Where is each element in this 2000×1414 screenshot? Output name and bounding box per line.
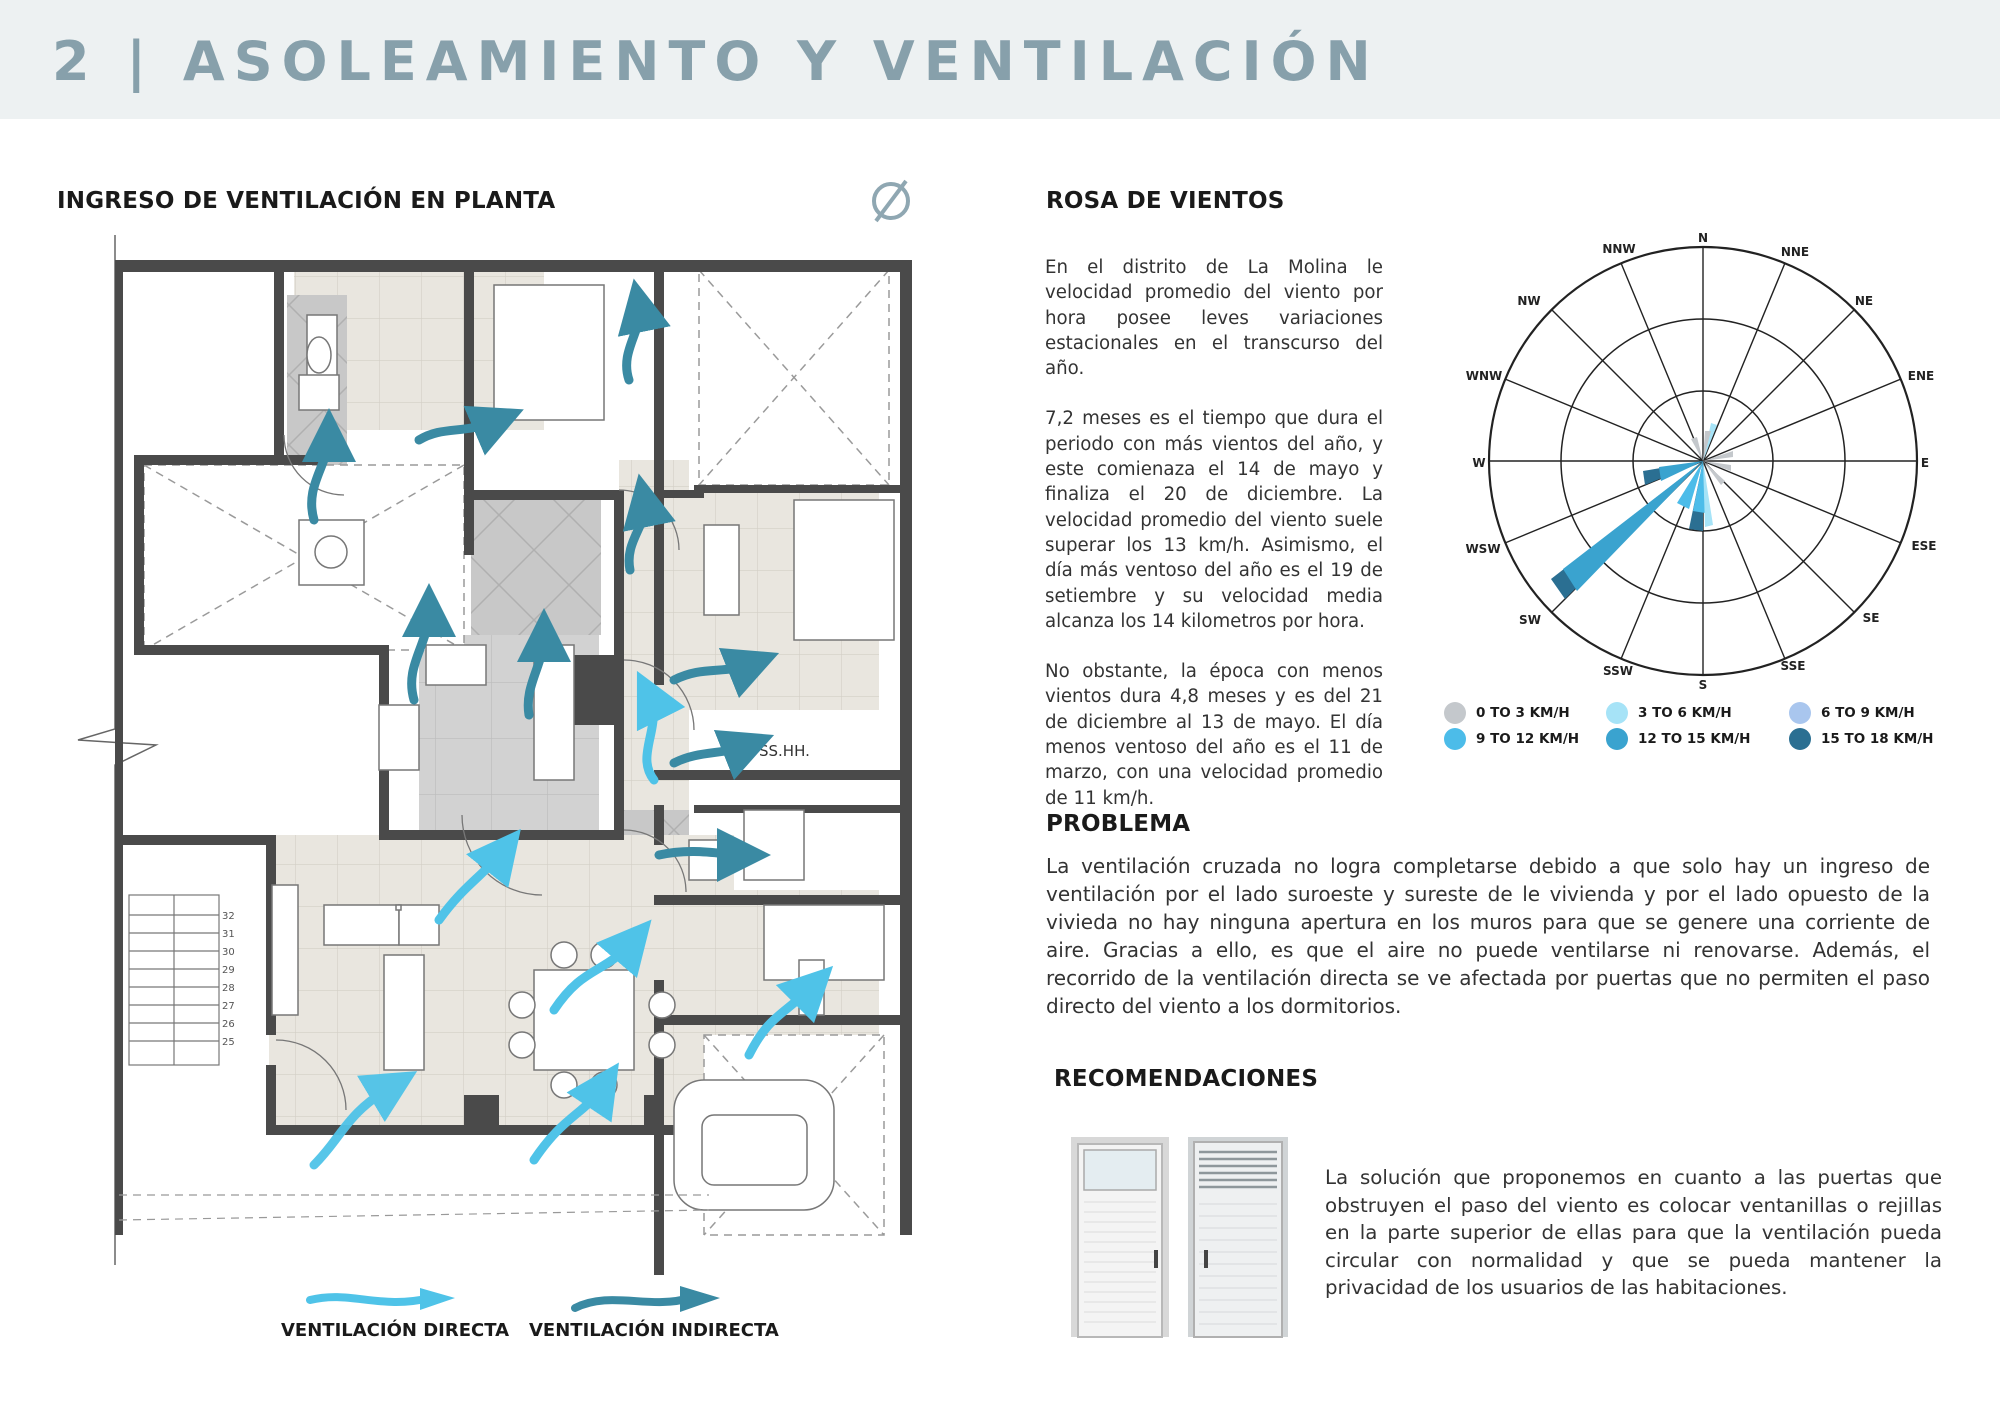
legend-label: 9 TO 12 KM/H (1476, 731, 1580, 747)
dir-n: N (1697, 231, 1709, 245)
ventilation-legend-arrows (270, 1280, 790, 1320)
room-label-sshh: SS.HH. (759, 742, 810, 760)
recomendaciones-title: RECOMENDACIONES (1054, 1066, 1319, 1092)
legend-label: 3 TO 6 KM/H (1638, 705, 1732, 721)
door-photos (1068, 1132, 1298, 1347)
stair-number: 28 (222, 983, 235, 994)
problema-title: PROBLEMA (1046, 811, 1191, 837)
legend-swatch (1444, 728, 1466, 750)
dir-s: S (1698, 678, 1708, 692)
dir-ene: ENE (1907, 369, 1935, 383)
legend-label: 0 TO 3 KM/H (1476, 705, 1570, 721)
floor-plan-drawing (44, 235, 924, 1275)
legend-label: 12 TO 15 KM/H (1638, 731, 1751, 747)
legend-label: 15 TO 18 KM/H (1821, 731, 1934, 747)
wind-paragraph: No obstante, la época con menos vientos dura 4,8 meses y es del 21 de diciembre al 13 de mayo. El día menos ventoso del año es el 11 de marzo, con una velocidad promedio de 11 km/h. (1045, 661, 1383, 809)
wind-speed-legend (1444, 702, 1964, 762)
wind-description (1045, 255, 1383, 836)
legend-swatch (1789, 728, 1811, 750)
dir-ne: NE (1854, 294, 1874, 308)
dir-nnw: NNW (1602, 242, 1636, 256)
stair-number: 27 (222, 1001, 235, 1012)
stair-number: 26 (222, 1019, 235, 1030)
legend-item (1444, 702, 1570, 724)
legend-direct-label: VENTILACIÓN DIRECTA (281, 1320, 510, 1341)
dir-nne: NNE (1780, 245, 1810, 259)
header-banner (0, 0, 2000, 119)
dir-ese: ESE (1911, 539, 1937, 553)
recomendaciones-text: La solución que proponemos en cuanto a las puertas que obstruyen el paso del viento es colocar ventanillas o rejillas en la parte superior de ellas para que la ventilación pueda circular con normalidad y que se pueda mantener la privacidad de los usuarios de las habitaciones. (1325, 1166, 1942, 1299)
doors-image (1068, 1132, 1298, 1342)
legend-swatch (1444, 702, 1466, 724)
stair-number: 32 (222, 911, 235, 922)
stair-number: 25 (222, 1037, 235, 1048)
stair-number: 29 (222, 965, 235, 976)
dir-sw: SW (1519, 613, 1541, 627)
wind-rose (1440, 226, 1960, 701)
stair-number: 30 (222, 947, 235, 958)
north-symbol-icon (866, 176, 916, 226)
wind-paragraph: 7,2 meses es el tiempo que dura el periodo con más vientos del año, y este comienaza el 14 de mayo y finaliza el 20 de diciembre. La velocidad promedio del viento suele superar los 13 km/h. Asimismo, el día más ventoso del año es el 19 de setiembre y su velocidad media alcanza los 14 kilometros por hora. (1045, 408, 1383, 632)
legend-label: 6 TO 9 KM/H (1821, 705, 1915, 721)
problema-text: La ventilación cruzada no logra completarse debido a que solo hay un ingreso de ventilación por el lado suroeste y sureste de le vivienda y por el lado opuesto de la vivieda no hay ninguna apertura en los muros para que se genere una corriente de aire. Gracias a ello, es que el aire no puede ventilarse ni renovarse. Además, el recorrido de la ventilación directa se ve afectada por puertas que no permiten el paso directo del viento a los dormitorios. (1046, 854, 1930, 1018)
wind-rose-title: ROSA DE VIENTOS (1046, 188, 1285, 214)
legend-swatch (1789, 702, 1811, 724)
plan-title: INGRESO DE VENTILACIÓN EN PLANTA (57, 188, 556, 214)
legend-item (1789, 702, 1915, 724)
dir-wnw: WNW (1465, 369, 1503, 383)
ventilation-legend (270, 1280, 790, 1340)
legend-swatch (1606, 702, 1628, 724)
page-title: 2 | ASOLEAMIENTO Y VENTILACIÓN (52, 30, 1380, 93)
legend-indirect-label: VENTILACIÓN INDIRECTA (529, 1320, 779, 1341)
dir-nw: NW (1517, 294, 1541, 308)
legend-item (1789, 728, 1933, 750)
dir-e: E (1920, 456, 1930, 470)
legend-swatch (1606, 728, 1628, 750)
dir-wsw: WSW (1465, 542, 1501, 556)
wind-rose-chart (1440, 226, 1960, 696)
legend-item (1606, 702, 1732, 724)
legend-item (1606, 728, 1750, 750)
stair-number: 31 (222, 929, 235, 940)
legend-item (1444, 728, 1579, 750)
dir-se: SE (1862, 611, 1880, 625)
dir-w: W (1472, 456, 1486, 470)
dir-sse: SSE (1780, 659, 1806, 673)
dir-ssw: SSW (1603, 664, 1633, 678)
floor-plan (44, 235, 924, 1280)
wind-paragraph: En el distrito de La Molina le velocidad promedio del viento por hora posee leves variaciones estacionales en el transcurso del año. (1045, 257, 1383, 380)
